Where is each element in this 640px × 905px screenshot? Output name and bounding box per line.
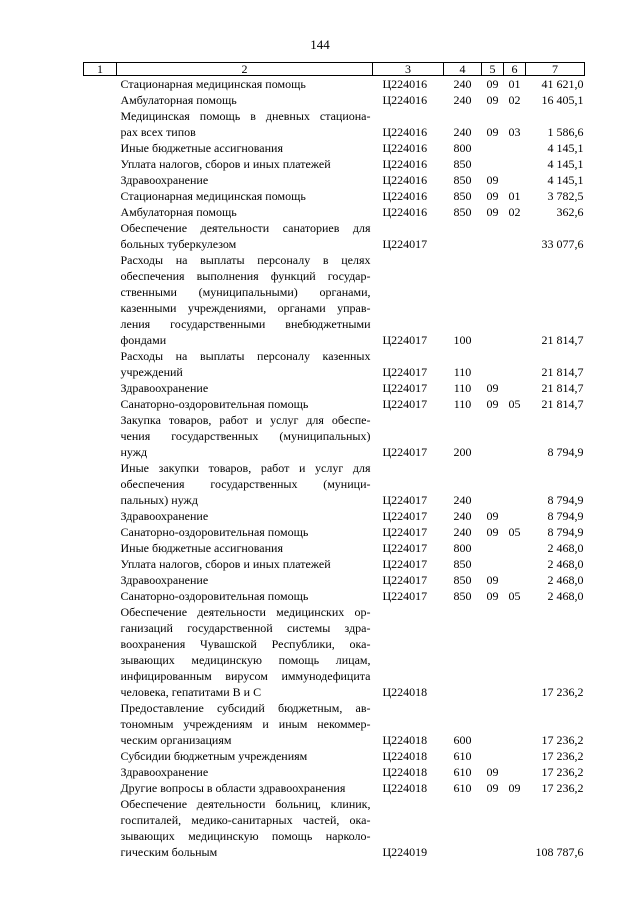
column-number-2: 2 <box>117 63 373 76</box>
item-name-line: Иные бюджетные ассигнования <box>120 141 283 155</box>
item-name-line: Амбулаторная помощь <box>120 205 237 219</box>
item-name-cell <box>117 140 373 156</box>
section-cell: 09 <box>486 189 499 203</box>
row-number-cell <box>84 172 117 188</box>
row-number-cell <box>84 572 117 588</box>
amount-cell: 21 814,7 <box>541 333 584 347</box>
target-article-cell: Ц224017 <box>382 557 428 571</box>
amount-cell: 108 787,6 <box>535 845 584 859</box>
amount-cell: 17 236,2 <box>541 765 584 779</box>
item-name-line: пальных) нужд <box>120 493 198 507</box>
item-name-cell <box>117 764 373 780</box>
section-cell: 09 <box>486 381 499 395</box>
section-cell: 09 <box>486 173 499 187</box>
table-row <box>84 156 585 172</box>
subsection-cell <box>504 572 526 588</box>
expense-type-cell: 240 <box>453 77 472 91</box>
table-row <box>84 188 585 204</box>
item-name-line: инфицированным вирусом иммунодефицита <box>120 669 371 683</box>
row-number-cell <box>84 588 117 604</box>
subsection-cell: 02 <box>508 93 521 107</box>
expense-type-cell: 850 <box>453 189 472 203</box>
expense-type-cell: 800 <box>453 141 472 155</box>
column-number-1: 1 <box>84 63 117 76</box>
item-name-cell <box>117 540 373 556</box>
row-number-cell <box>84 540 117 556</box>
expense-type-cell <box>444 604 482 700</box>
section-cell <box>482 540 504 556</box>
item-name-cell <box>117 204 373 220</box>
item-name-line: обеспечения выполнения функций государ- <box>120 269 371 283</box>
item-name-line: воохранения Чувашской Республики, ока- <box>120 637 371 651</box>
expense-type-cell: 850 <box>453 173 472 187</box>
section-cell: 09 <box>486 205 499 219</box>
item-name-cell <box>117 412 373 460</box>
item-name-line: Здравоохранение <box>120 573 209 587</box>
subsection-cell <box>504 764 526 780</box>
item-name-line: больных туберкулезом <box>120 237 237 251</box>
target-article-cell: Ц224017 <box>382 445 428 459</box>
subsection-cell: 05 <box>508 589 521 603</box>
row-number-cell <box>84 700 117 748</box>
item-name-line: гическим больным <box>120 845 218 859</box>
section-cell: 09 <box>486 77 499 91</box>
column-number-3: 3 <box>373 63 444 76</box>
section-cell: 09 <box>486 509 499 523</box>
table-row <box>84 508 585 524</box>
table-row <box>84 460 585 508</box>
section-cell <box>482 460 504 508</box>
item-name-line: зывающих медицинскую помощь нарколо- <box>120 829 371 843</box>
row-number-cell <box>84 220 117 252</box>
item-name-line: ганизаций государственной системы здра- <box>120 621 371 635</box>
table-row <box>84 540 585 556</box>
row-number-cell <box>84 188 117 204</box>
subsection-cell <box>504 556 526 572</box>
amount-cell: 3 782,5 <box>547 189 584 203</box>
target-article-cell: Ц224018 <box>382 749 428 763</box>
row-number-cell <box>84 748 117 764</box>
row-number-cell <box>84 204 117 220</box>
amount-cell: 362,6 <box>556 205 584 219</box>
item-name-cell <box>117 380 373 396</box>
section-cell: 09 <box>486 525 499 539</box>
subsection-cell <box>504 508 526 524</box>
item-name-cell <box>117 156 373 172</box>
section-cell: 09 <box>486 397 499 411</box>
subsection-cell <box>504 380 526 396</box>
target-article-cell: Ц224017 <box>382 333 428 347</box>
item-name-line: Обеспечение деятельности медицинских ор- <box>120 605 371 619</box>
item-name-cell <box>117 460 373 508</box>
item-name-cell <box>117 508 373 524</box>
section-cell: 09 <box>486 125 499 139</box>
target-article-cell: Ц224016 <box>382 77 428 91</box>
amount-cell: 21 814,7 <box>541 365 584 379</box>
item-name-cell <box>117 92 373 108</box>
expense-type-cell: 850 <box>453 589 472 603</box>
expense-type-cell: 240 <box>453 493 472 507</box>
subsection-cell <box>504 348 526 380</box>
row-number-cell <box>84 396 117 412</box>
item-name-line: Обеспечение деятельности санаториев для <box>120 221 371 235</box>
table-body <box>84 76 585 861</box>
expense-type-cell: 240 <box>453 525 472 539</box>
subsection-cell <box>504 748 526 764</box>
target-article-cell: Ц224017 <box>382 541 428 555</box>
table-row <box>84 348 585 380</box>
expense-type-cell: 610 <box>453 765 472 779</box>
item-name-line: Санаторно-оздоровительная помощь <box>120 589 309 603</box>
subsection-cell <box>504 460 526 508</box>
target-article-cell: Ц224017 <box>382 573 428 587</box>
section-cell <box>482 220 504 252</box>
target-article-cell: Ц224017 <box>382 493 428 507</box>
table-row <box>84 780 585 796</box>
target-article-cell: Ц224016 <box>382 125 428 139</box>
subsection-cell <box>504 140 526 156</box>
target-article-cell: Ц224016 <box>382 189 428 203</box>
table-row <box>84 396 585 412</box>
target-article-cell: Ц224018 <box>382 685 428 699</box>
item-name-cell <box>117 700 373 748</box>
section-cell: 09 <box>486 93 499 107</box>
item-name-cell <box>117 572 373 588</box>
expense-type-cell <box>444 796 482 860</box>
section-cell <box>482 604 504 700</box>
item-name-line: ления государственными внебюджетными <box>120 317 371 331</box>
row-number-cell <box>84 604 117 700</box>
section-cell: 09 <box>486 573 499 587</box>
item-name-cell <box>117 172 373 188</box>
item-name-cell <box>117 796 373 860</box>
item-name-line: тономным учреждениям и иным некоммер- <box>120 717 371 731</box>
item-name-line: Стационарная медицинская помощь <box>120 77 306 91</box>
item-name-line: Здравоохранение <box>120 765 209 779</box>
amount-cell: 2 468,0 <box>547 557 584 571</box>
item-name-cell <box>117 348 373 380</box>
table-row <box>84 204 585 220</box>
expense-type-cell: 800 <box>453 541 472 555</box>
amount-cell: 1 586,6 <box>547 125 584 139</box>
subsection-cell <box>504 540 526 556</box>
item-name-line: Амбулаторная помощь <box>120 93 237 107</box>
section-cell: 09 <box>486 765 499 779</box>
target-article-cell: Ц224016 <box>382 141 428 155</box>
row-number-cell <box>84 556 117 572</box>
subsection-cell: 05 <box>508 525 521 539</box>
item-name-cell <box>117 780 373 796</box>
subsection-cell: 01 <box>508 77 521 91</box>
amount-cell: 8 794,9 <box>547 493 584 507</box>
row-number-cell <box>84 780 117 796</box>
column-number-5: 5 <box>482 63 504 76</box>
expense-type-cell: 240 <box>453 509 472 523</box>
subsection-cell <box>504 604 526 700</box>
item-name-line: казенными учреждениями, органами управ- <box>120 301 371 315</box>
item-name-cell <box>117 396 373 412</box>
subsection-cell: 03 <box>508 125 521 139</box>
item-name-line: рах всех типов <box>120 125 196 139</box>
table-row <box>84 252 585 348</box>
item-name-line: Здравоохранение <box>120 509 209 523</box>
table-row <box>84 796 585 860</box>
amount-cell: 41 621,0 <box>541 77 584 91</box>
expense-type-cell: 200 <box>453 445 472 459</box>
expense-type-cell: 100 <box>453 333 472 347</box>
target-article-cell: Ц224017 <box>382 381 428 395</box>
item-name-line: человека, гепатитами В и С <box>120 685 262 699</box>
item-name-cell <box>117 188 373 204</box>
target-article-cell: Ц224017 <box>382 589 428 603</box>
amount-cell: 21 814,7 <box>541 381 584 395</box>
table-row <box>84 572 585 588</box>
table-row <box>84 380 585 396</box>
expense-type-cell: 610 <box>453 749 472 763</box>
item-name-line: Стационарная медицинская помощь <box>120 189 306 203</box>
item-name-line: фондами <box>120 333 167 347</box>
amount-cell: 21 814,7 <box>541 397 584 411</box>
item-name-line: Предоставление субсидий бюджетным, ав- <box>120 701 371 715</box>
section-cell: 09 <box>486 781 499 795</box>
item-name-cell <box>117 76 373 93</box>
table-row <box>84 604 585 700</box>
item-name-line: нужд <box>120 445 148 459</box>
item-name-line: зывающих медицинскую помощь лицам, <box>120 653 371 667</box>
amount-cell: 8 794,9 <box>547 509 584 523</box>
table-row <box>84 764 585 780</box>
subsection-cell: 09 <box>508 781 521 795</box>
table-row <box>84 140 585 156</box>
row-number-cell <box>84 460 117 508</box>
item-name-cell <box>117 588 373 604</box>
item-name-line: Санаторно-оздоровительная помощь <box>120 397 309 411</box>
subsection-cell <box>504 172 526 188</box>
item-name-line: Уплата налогов, сборов и иных платежей <box>120 157 331 171</box>
table-row <box>84 412 585 460</box>
target-article-cell: Ц224017 <box>382 525 428 539</box>
row-number-cell <box>84 796 117 860</box>
item-name-line: Санаторно-оздоровительная помощь <box>120 525 309 539</box>
table-row <box>84 108 585 140</box>
item-name-line: Иные бюджетные ассигнования <box>120 541 283 555</box>
expense-type-cell: 850 <box>453 205 472 219</box>
table-row <box>84 588 585 604</box>
row-number-cell <box>84 140 117 156</box>
item-name-line: учреждений <box>120 365 183 379</box>
target-article-cell: Ц224017 <box>382 237 428 251</box>
item-name-cell <box>117 252 373 348</box>
row-number-cell <box>84 380 117 396</box>
row-number-cell <box>84 76 117 93</box>
amount-cell: 2 468,0 <box>547 541 584 555</box>
section-cell <box>482 556 504 572</box>
table-row <box>84 748 585 764</box>
section-cell <box>482 700 504 748</box>
amount-cell: 2 468,0 <box>547 589 584 603</box>
expense-type-cell: 240 <box>453 125 472 139</box>
table-row <box>84 92 585 108</box>
subsection-cell: 01 <box>508 189 521 203</box>
target-article-cell: Ц224016 <box>382 205 428 219</box>
target-article-cell: Ц224019 <box>382 845 428 859</box>
amount-cell: 17 236,2 <box>541 749 584 763</box>
row-number-cell <box>84 108 117 140</box>
table-row <box>84 700 585 748</box>
table-row <box>84 220 585 252</box>
item-name-line: ственными (муниципальными) органами, <box>120 285 371 299</box>
item-name-line: Здравоохранение <box>120 173 209 187</box>
subsection-cell: 05 <box>508 397 521 411</box>
target-article-cell: Ц224016 <box>382 93 428 107</box>
expense-type-cell: 850 <box>453 157 472 171</box>
section-cell <box>482 252 504 348</box>
item-name-cell <box>117 220 373 252</box>
item-name-cell <box>117 604 373 700</box>
subsection-cell <box>504 252 526 348</box>
section-cell <box>482 156 504 172</box>
row-number-cell <box>84 524 117 540</box>
column-number-7: 7 <box>526 63 585 76</box>
section-cell <box>482 140 504 156</box>
item-name-line: чения государственных (муниципальных) <box>120 429 371 443</box>
amount-cell: 17 236,2 <box>541 685 584 699</box>
column-number-header <box>84 63 585 76</box>
row-number-cell <box>84 252 117 348</box>
amount-cell: 2 468,0 <box>547 573 584 587</box>
amount-cell: 17 236,2 <box>541 733 584 747</box>
item-name-line: Обеспечение деятельности больниц, клиник, <box>120 797 371 811</box>
subsection-cell: 02 <box>508 205 521 219</box>
item-name-line: Расходы на выплаты персоналу казенных <box>120 349 371 363</box>
column-number-6: 6 <box>504 63 526 76</box>
amount-cell: 16 405,1 <box>541 93 584 107</box>
item-name-line: Иные закупки товаров, работ и услуг для <box>120 461 371 475</box>
target-article-cell: Ц224018 <box>382 733 428 747</box>
section-cell <box>482 796 504 860</box>
expense-type-cell <box>444 220 482 252</box>
expense-type-cell: 850 <box>453 573 472 587</box>
row-number-cell <box>84 92 117 108</box>
item-name-line: ческим организациям <box>120 733 232 747</box>
item-name-line: обеспечения государственных (муници- <box>120 477 371 491</box>
section-cell <box>482 412 504 460</box>
budget-table <box>83 62 585 860</box>
target-article-cell: Ц224016 <box>382 173 428 187</box>
table-row <box>84 172 585 188</box>
subsection-cell <box>504 412 526 460</box>
expense-type-cell: 240 <box>453 93 472 107</box>
target-article-cell: Ц224017 <box>382 397 428 411</box>
row-number-cell <box>84 348 117 380</box>
item-name-line: госпиталей, медико-санитарных частей, ока- <box>120 813 371 827</box>
section-cell: 09 <box>486 589 499 603</box>
section-cell <box>482 348 504 380</box>
amount-cell: 4 145,1 <box>547 173 584 187</box>
subsection-cell <box>504 220 526 252</box>
target-article-cell: Ц224018 <box>382 781 428 795</box>
item-name-line: Уплата налогов, сборов и иных платежей <box>120 557 331 571</box>
item-name-cell <box>117 524 373 540</box>
expense-type-cell: 110 <box>453 365 472 379</box>
amount-cell: 8 794,9 <box>547 445 584 459</box>
amount-cell: 33 077,6 <box>541 237 584 251</box>
row-number-cell <box>84 412 117 460</box>
page-number: 144 <box>310 37 330 52</box>
item-name-line: Здравоохранение <box>120 381 209 395</box>
item-name-cell <box>117 556 373 572</box>
subsection-cell <box>504 796 526 860</box>
expense-type-cell: 110 <box>453 397 472 411</box>
amount-cell: 17 236,2 <box>541 781 584 795</box>
expense-type-cell: 610 <box>453 781 472 795</box>
column-number-4: 4 <box>444 63 482 76</box>
item-name-line: Субсидии бюджетным учреждениям <box>120 749 308 763</box>
item-name-cell <box>117 748 373 764</box>
section-cell <box>482 748 504 764</box>
row-number-cell <box>84 764 117 780</box>
item-name-line: Расходы на выплаты персоналу в целях <box>120 253 371 267</box>
item-name-line: Другие вопросы в области здравоохранения <box>120 781 346 795</box>
row-number-cell <box>84 508 117 524</box>
expense-type-cell: 110 <box>453 381 472 395</box>
item-name-line: Медицинская помощь в дневных стациона- <box>120 109 371 123</box>
item-name-cell <box>117 108 373 140</box>
subsection-cell <box>504 156 526 172</box>
amount-cell: 4 145,1 <box>547 141 584 155</box>
target-article-cell: Ц224017 <box>382 509 428 523</box>
expense-type-cell: 850 <box>453 557 472 571</box>
target-article-cell: Ц224017 <box>382 365 428 379</box>
target-article-cell: Ц224016 <box>382 157 428 171</box>
expense-type-cell: 600 <box>453 733 472 747</box>
table-row <box>84 76 585 93</box>
item-name-line: Закупка товаров, работ и услуг для обеспе- <box>120 413 371 427</box>
table-row <box>84 556 585 572</box>
table-row <box>84 524 585 540</box>
row-number-cell <box>84 156 117 172</box>
subsection-cell <box>504 700 526 748</box>
target-article-cell: Ц224018 <box>382 765 428 779</box>
amount-cell: 8 794,9 <box>547 525 584 539</box>
amount-cell: 4 145,1 <box>547 157 584 171</box>
